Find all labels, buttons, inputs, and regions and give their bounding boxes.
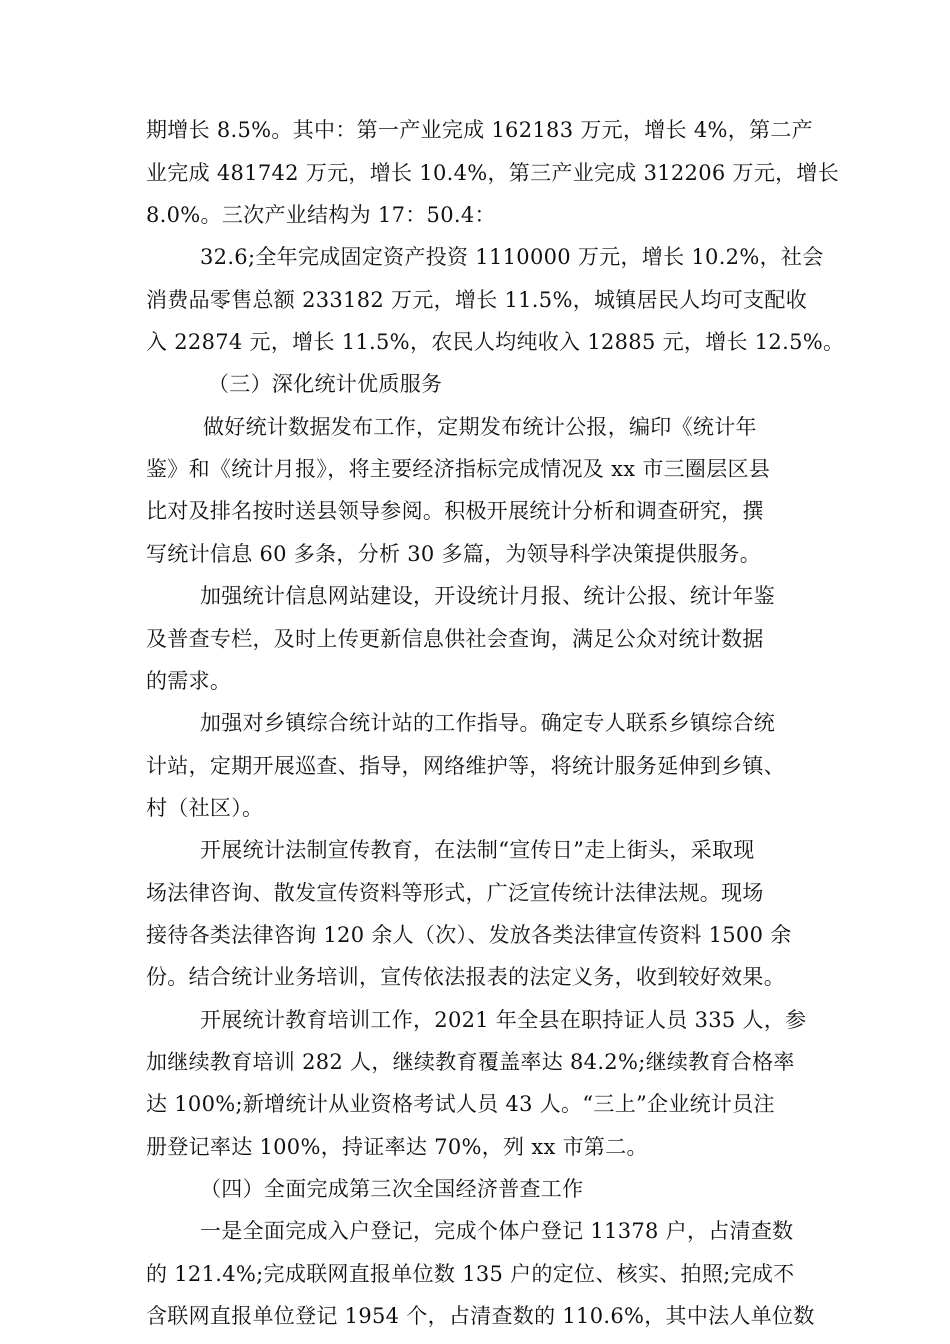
paragraph-line: 及普查专栏，及时上传更新信息供社会查询，满足公众对统计数据	[146, 627, 764, 651]
paragraph-line: 比对及排名按时送县领导参阅。积极开展统计分析和调查研究，撰	[146, 499, 764, 523]
paragraph-line: 含联网直报单位登记 1954 个，占清查数的 110.6%，其中法人单位数	[146, 1304, 815, 1328]
section-heading: （三）深化统计优质服务	[208, 372, 443, 396]
paragraph-line: 计站，定期开展巡查、指导，网络维护等，将统计服务延伸到乡镇、	[146, 754, 785, 778]
paragraph-line: 加强对乡镇综合统计站的工作指导。确定专人联系乡镇综合统	[200, 711, 776, 735]
paragraph-line: 份。结合统计业务培训，宣传依法报表的法定义务，收到较好效果。	[146, 965, 785, 989]
paragraph-line: 业完成 481742 万元，增长 10.4%，第三产业完成 312206 万元，增长	[146, 161, 840, 185]
paragraph-line: 写统计信息 60 多条，分析 30 多篇，为领导科学决策提供服务。	[146, 542, 762, 566]
paragraph-line: 接待各类法律咨询 120 余人（次）、发放各类法律宣传资料 1500 余	[146, 923, 792, 947]
paragraph-line: 消费品零售总额 233182 万元，增长 11.5%，城镇居民人均可支配收	[146, 288, 808, 312]
paragraph-line: 村（社区）。	[146, 796, 264, 820]
paragraph-line: 期增长 8.5%。其中：第一产业完成 162183 万元，增长 4%，第二产	[146, 118, 813, 142]
paragraph-line: 开展统计法制宣传教育，在法制“宣传日”走上街头，采取现	[200, 838, 755, 862]
paragraph-line: 的需求。	[146, 669, 232, 693]
paragraph-line: 一是全面完成入户登记，完成个体户登记 11378 户，占清查数	[200, 1219, 794, 1243]
paragraph-line: 入 22874 元，增长 11.5%，农民人均纯收入 12885 元，增长 12.5%。	[146, 330, 845, 354]
paragraph-line: 加强统计信息网站建设，开设统计月报、统计公报、统计年鉴	[200, 584, 776, 608]
paragraph-line: 的 121.4%;完成联网直报单位数 135 户的定位、核实、拍照;完成不	[146, 1262, 795, 1286]
paragraph-line: 场法律咨询、散发宣传资料等形式，广泛宣传统计法律法规。现场	[146, 881, 764, 905]
paragraph-line: 达 100%;新增统计从业资格考试人员 43 人。“三上”企业统计员注	[146, 1092, 775, 1116]
paragraph-line: 8.0%。三次产业结构为 17：50.4：	[146, 203, 496, 227]
paragraph-line: 做好统计数据发布工作，定期发布统计公报，编印《统计年	[203, 415, 757, 439]
paragraph-line: 鉴》和《统计月报》，将主要经济指标完成情况及 xx 市三圈层区县	[146, 457, 771, 481]
paragraph-line: 开展统计教育培训工作，2021 年全县在职持证人员 335 人，参	[200, 1008, 807, 1032]
paragraph-line: 加继续教育培训 282 人，继续教育覆盖率达 84.2%;继续教育合格率	[146, 1050, 795, 1074]
paragraph-line: 册登记率达 100%，持证率达 70%，列 xx 市第二。	[146, 1135, 648, 1159]
section-heading: （四）全面完成第三次全国经济普查工作	[200, 1177, 584, 1201]
paragraph-line: 32.6;全年完成固定资产投资 1110000 万元，增长 10.2%，社会	[200, 245, 824, 269]
